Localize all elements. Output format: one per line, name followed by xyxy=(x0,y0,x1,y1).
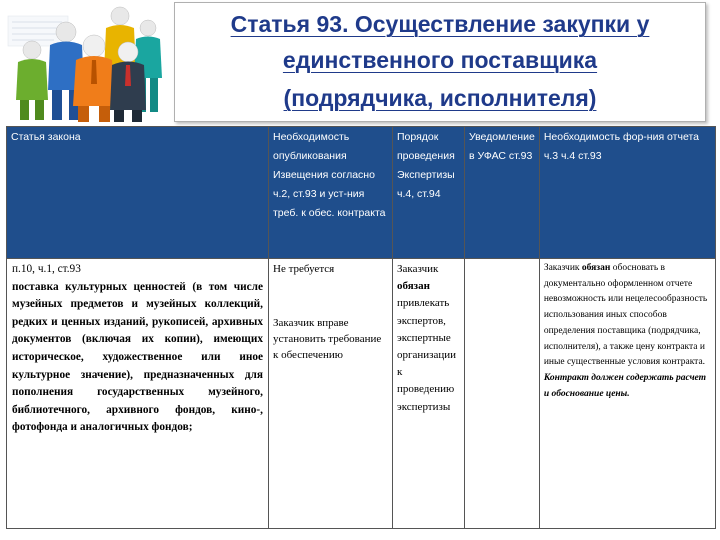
header-fas-notification: Уведомление в УФАС ст.93 xyxy=(465,127,540,259)
article-reference: п.10, ч.1, ст.93 xyxy=(12,263,81,275)
business-people-illustration xyxy=(2,2,170,122)
expertise-customer: Заказчик xyxy=(397,263,439,275)
table-header-row xyxy=(7,127,716,259)
notice-not-required: Не требуется xyxy=(273,263,335,275)
report-customer: Заказчик xyxy=(543,263,582,273)
cell-law-article xyxy=(7,259,269,529)
header-expertise-procedure: Порядок проведения Экспертизы ч.4, ст.94 xyxy=(393,127,465,259)
report-text: обосновать в документально оформленном отчете невозможность или нецелесообразность использования иных способов определения поставщика (подрядчика, исполнителя), а также цену контракта и иные существенные условия контракта. xyxy=(543,263,708,368)
cell-fas-notification xyxy=(465,259,540,529)
report-obliged: обязан xyxy=(581,263,611,273)
security-requirement-text: Заказчик вправе установить требование к обеспечению xyxy=(273,317,382,361)
header-report-requirement: Необходимость фор-ния отчета ч.3 ч.4 ст.93 xyxy=(539,127,715,259)
title-box xyxy=(174,2,706,122)
title-line-2: единственного поставщика xyxy=(282,47,598,73)
cell-expertise xyxy=(393,259,465,529)
header-notice-publication: Необходимость опубликования Извещения согласно ч.2, ст.93 и уст-ния треб. к обес. контракта xyxy=(269,127,393,259)
article-description: поставка культурных ценностей (в том числе музейных предметов и музейных коллекций, редких и ценных изданий, рукописей, архивных документов (включая их копии), имеющих историческое, художественное или иное культурное значение), предназначенных для пополнения государственных музейного, библиотечного, архивного фондов, кино-, фотофонда и аналогичных фондов; xyxy=(12,280,263,434)
expertise-text: привлекать экспертов, экспертные организации к проведению экспертизы xyxy=(397,297,457,413)
cell-notice-publication xyxy=(269,259,393,529)
title-line-3: (подрядчика, исполнителя) xyxy=(283,85,597,111)
header-law-article: Статья закона xyxy=(7,127,269,259)
procurement-table xyxy=(6,126,716,529)
table-row xyxy=(7,259,716,529)
report-contract-note: Контракт должен содержать расчет и обоснование цены. xyxy=(543,372,707,399)
cell-report xyxy=(539,259,715,529)
title-line-1: Статья 93. Осуществление закупки у xyxy=(230,11,650,37)
person-green-icon xyxy=(16,41,48,120)
expertise-obliged: обязан xyxy=(397,280,430,293)
